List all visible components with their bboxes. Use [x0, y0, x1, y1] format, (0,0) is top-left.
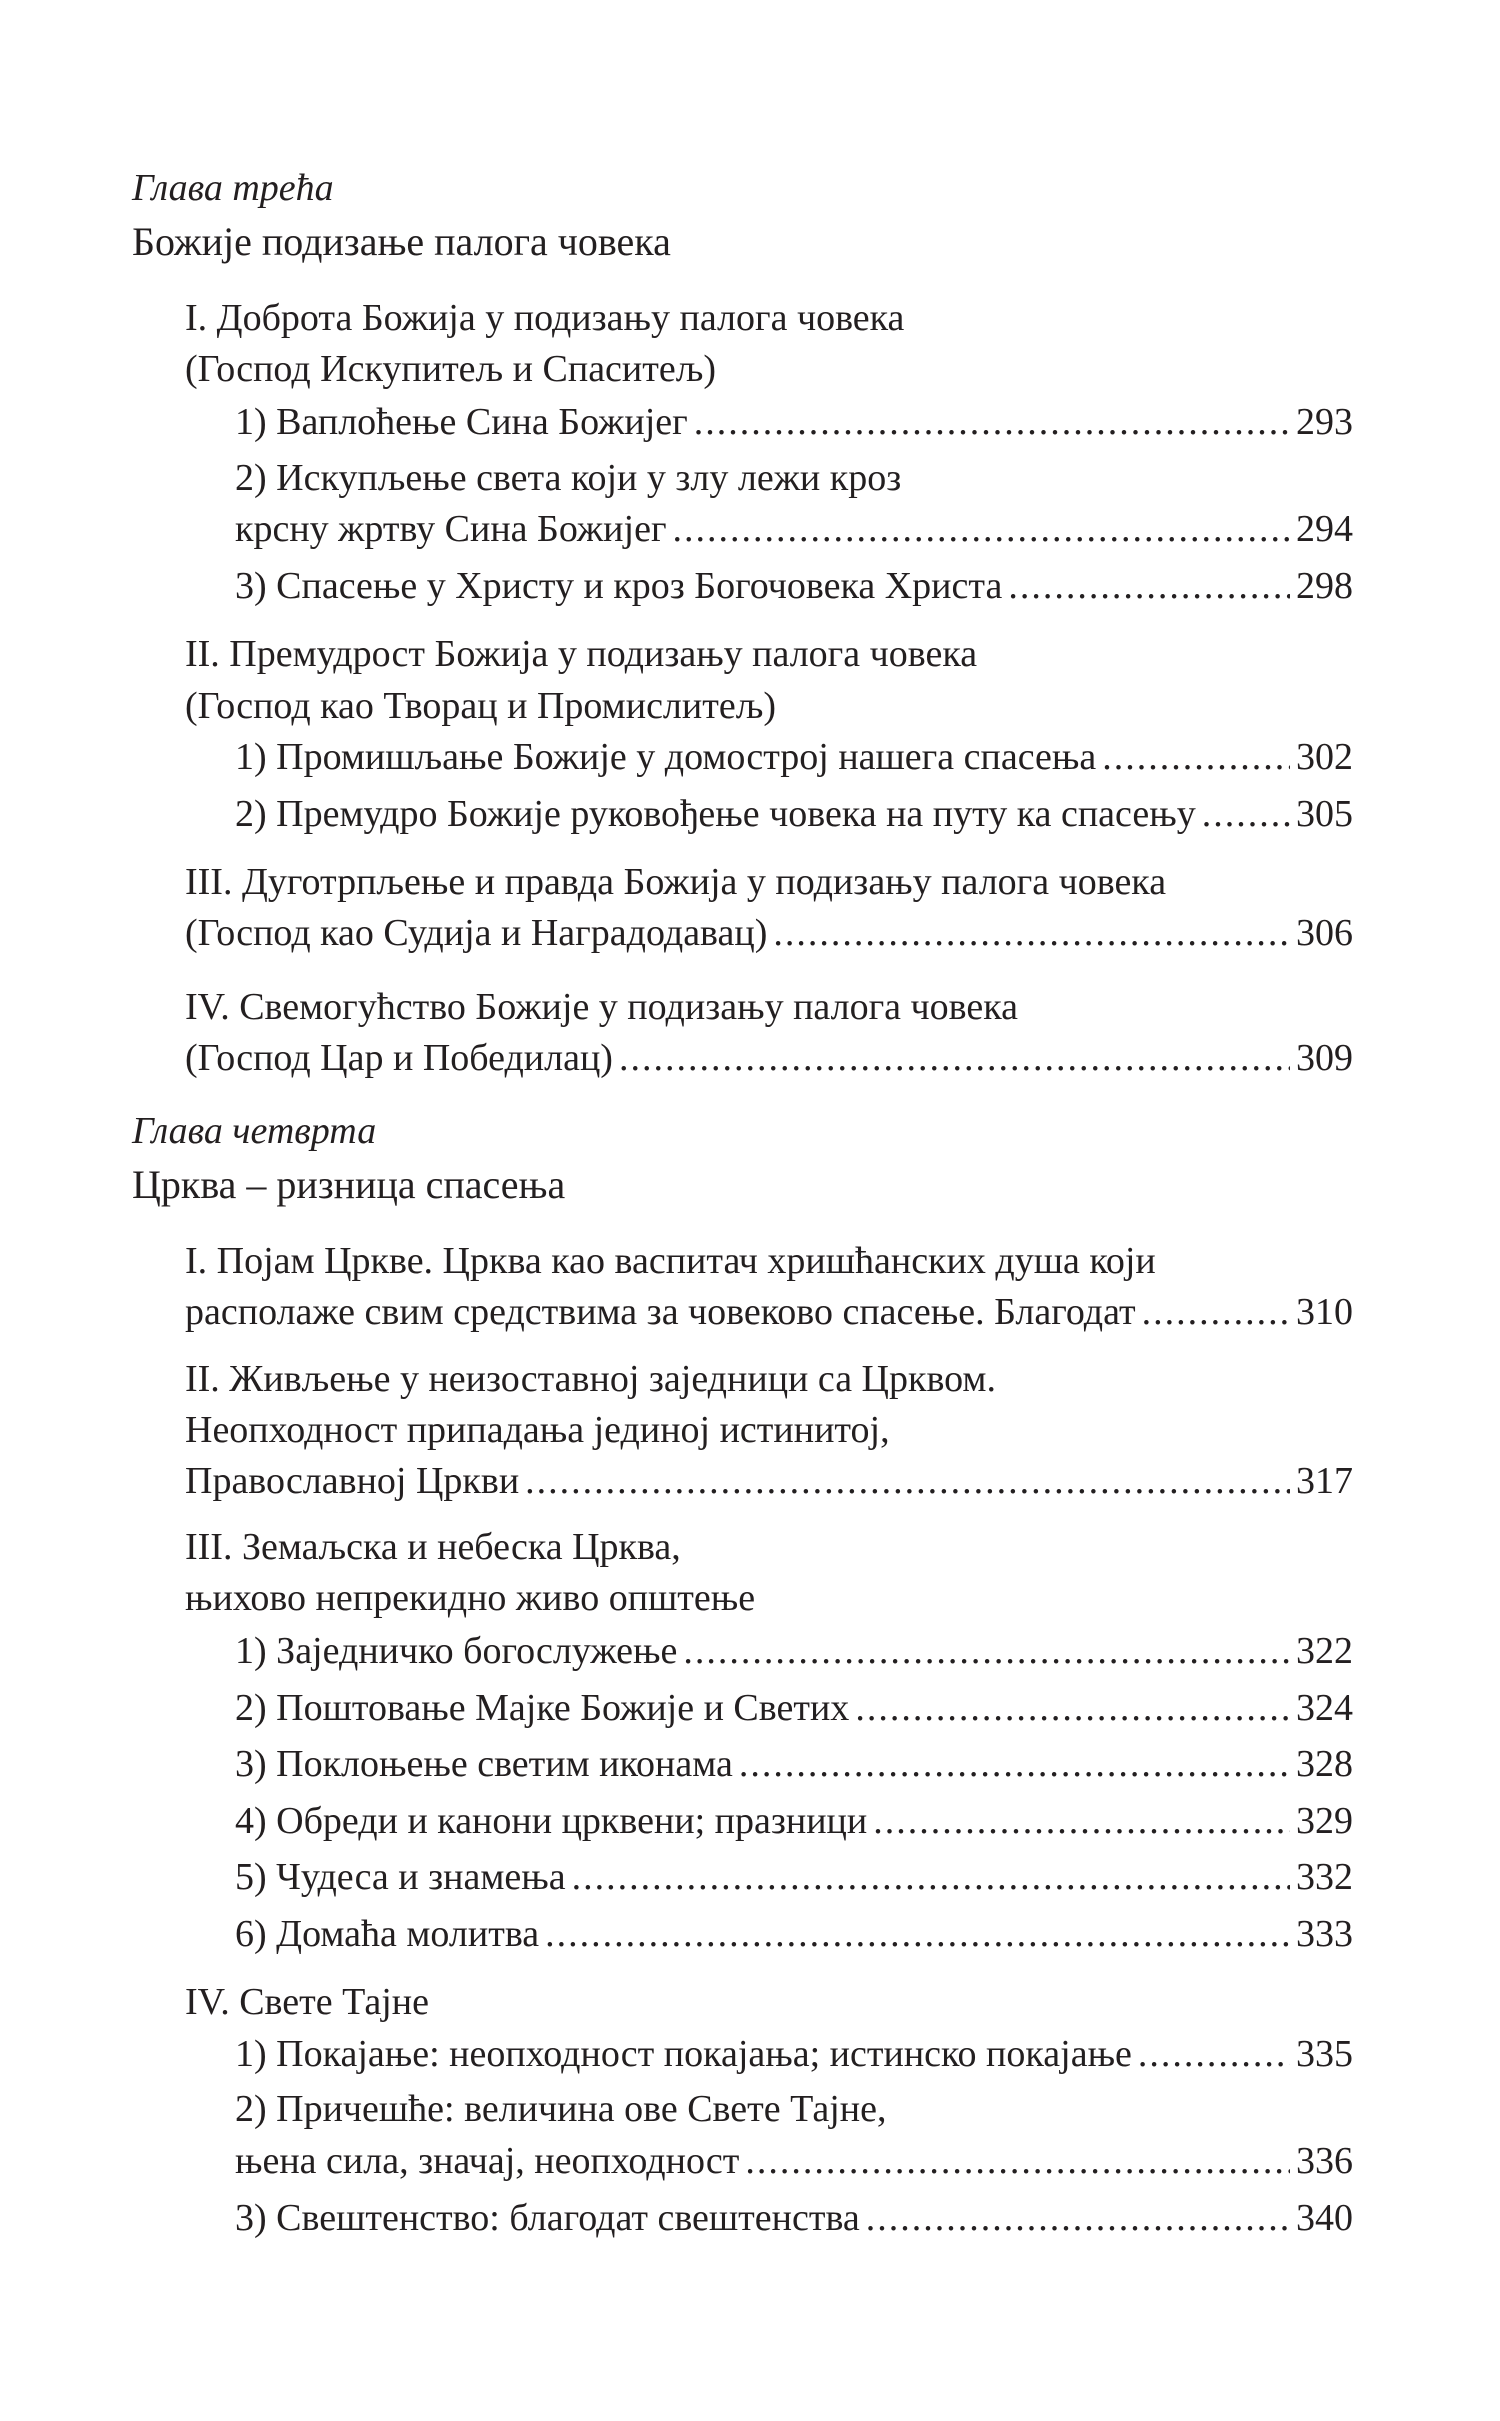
section-heading: III. Дуготрпљење и правда Божија у подизању палога човека	[185, 861, 1167, 903]
page-number: 340	[1296, 2197, 1353, 2239]
section-heading: I. Појам Цркве. Црква као васпитач хришћанских душа који	[185, 1240, 1156, 1282]
leader-dots	[773, 909, 1290, 957]
leader-dots	[745, 2137, 1290, 2185]
leader-dots	[873, 1797, 1290, 1845]
entry-text: 2) Премудро Божије руковођење човека на путу ка спасењу	[235, 793, 1196, 835]
entry-text: 4) Обреди и канони црквени; празници	[235, 1800, 868, 1842]
toc-entry[interactable]	[185, 909, 1353, 957]
entry-text: крсну жртву Сина Божијег	[235, 508, 667, 550]
page-number: 317	[1296, 1460, 1353, 1502]
toc-entry[interactable]	[235, 733, 1353, 781]
entry-text: 3) Спасење у Христу и кроз Богочовека Христа	[235, 565, 1003, 607]
page-number: 328	[1296, 1743, 1353, 1785]
toc-entry[interactable]	[235, 1797, 1353, 1845]
toc-entry[interactable]	[235, 1853, 1353, 1901]
entry-text: њена сила, значај, неопходност	[235, 2140, 740, 2182]
entry-text: 3) Свештенство: благодат свештенства	[235, 2197, 860, 2239]
page-number: 309	[1296, 1037, 1353, 1079]
page-number: 298	[1296, 565, 1353, 607]
page-number: 293	[1296, 401, 1353, 443]
page-number: 333	[1296, 1913, 1353, 1955]
toc-entry[interactable]	[235, 2194, 1353, 2242]
section-heading: I. Доброта Божија у подизању палога човека	[185, 297, 905, 339]
leader-dots	[683, 1627, 1290, 1675]
leader-dots	[619, 1034, 1290, 1082]
leader-dots	[739, 1740, 1290, 1788]
section-heading: IV. Свемогућство Божије у подизању палога човека	[185, 986, 1018, 1028]
section-heading-cont: њихово непрекидно живо општење	[185, 1577, 756, 1619]
toc-entry[interactable]	[235, 1684, 1353, 1732]
section-heading: II. Премудрост Божија у подизању палога човека	[185, 633, 978, 675]
chapter-label: Глава трећа	[132, 167, 334, 209]
entry-text: (Господ као Судија и Наградодавац)	[185, 912, 768, 954]
entry-text: 2) Поштовање Мајке Божије и Светих	[235, 1687, 850, 1729]
leader-dots	[1008, 562, 1290, 610]
section-heading: III. Земаљска и небеска Црква,	[185, 1526, 681, 1568]
entry-text-line: 2) Искупљење света који у злу лежи кроз	[235, 457, 902, 499]
leader-dots	[572, 1853, 1290, 1901]
toc-entry[interactable]	[235, 398, 1353, 446]
section-heading: II. Живљење у неизоставној заједници са Црквом.	[185, 1358, 996, 1400]
section-heading: IV. Свете Тајне	[185, 1981, 429, 2023]
chapter-title: Црква – ризница спасења	[132, 1162, 566, 1207]
leader-dots	[673, 505, 1290, 553]
leader-dots	[694, 398, 1290, 446]
page-number: 306	[1296, 912, 1353, 954]
entry-text: Православној Цркви	[185, 1460, 520, 1502]
page-number: 305	[1296, 793, 1353, 835]
entry-text: 1) Ваплоћење Сина Божијег	[235, 401, 688, 443]
leader-dots	[525, 1457, 1290, 1505]
entry-text: 1) Заједничко богослужење	[235, 1630, 678, 1672]
leader-dots	[545, 1910, 1290, 1958]
toc-entry[interactable]	[235, 1910, 1353, 1958]
toc-entry[interactable]	[235, 2030, 1353, 2078]
toc-entry[interactable]	[185, 1288, 1353, 1336]
section-heading-cont: (Господ Искупитељ и Спаситељ)	[185, 348, 717, 390]
toc-entry[interactable]	[235, 1740, 1353, 1788]
page-number: 324	[1296, 1687, 1353, 1729]
page-number: 322	[1296, 1630, 1353, 1672]
page-number: 335	[1296, 2033, 1353, 2075]
entry-text: (Господ Цар и Победилац)	[185, 1037, 613, 1079]
entry-text: 6) Домаћа молитва	[235, 1913, 540, 1955]
toc-entry[interactable]	[235, 2137, 1353, 2185]
chapter-label: Глава четврта	[132, 1110, 377, 1152]
chapter-title: Божије подизање палога човека	[132, 219, 671, 264]
toc-entry[interactable]	[235, 1627, 1353, 1675]
leader-dots	[1138, 2030, 1290, 2078]
page-number: 329	[1296, 1800, 1353, 1842]
toc-entry[interactable]	[185, 1034, 1353, 1082]
page-number: 336	[1296, 2140, 1353, 2182]
leader-dots	[1142, 1288, 1290, 1336]
page-number: 302	[1296, 736, 1353, 778]
entry-text: 3) Поклоњење светим иконама	[235, 1743, 733, 1785]
toc-entry[interactable]	[235, 505, 1353, 553]
leader-dots	[1202, 790, 1290, 838]
leader-dots	[855, 1684, 1290, 1732]
entry-text: 5) Чудеса и знамења	[235, 1856, 566, 1898]
entry-text: располаже свим средствима за човеково спасење. Благодат	[185, 1291, 1136, 1333]
leader-dots	[1102, 733, 1290, 781]
section-heading-cont: (Господ као Творац и Промислитељ)	[185, 685, 776, 727]
section-heading-cont: Неопходност припадања јединој истинитој,	[185, 1409, 890, 1451]
entry-text: 1) Покајање: неопходност покајања; истинско покајање	[235, 2033, 1132, 2075]
toc-entry[interactable]	[185, 1457, 1353, 1505]
page-number: 332	[1296, 1856, 1353, 1898]
toc-entry[interactable]	[235, 790, 1353, 838]
leader-dots	[866, 2194, 1290, 2242]
page-number: 310	[1296, 1291, 1353, 1333]
entry-text: 1) Промишљање Божије у домострој нашега спасења	[235, 736, 1097, 778]
entry-text-line: 2) Причешће: величина ове Свете Тајне,	[235, 2088, 887, 2130]
toc-entry[interactable]	[235, 562, 1353, 610]
page-number: 294	[1296, 508, 1353, 550]
